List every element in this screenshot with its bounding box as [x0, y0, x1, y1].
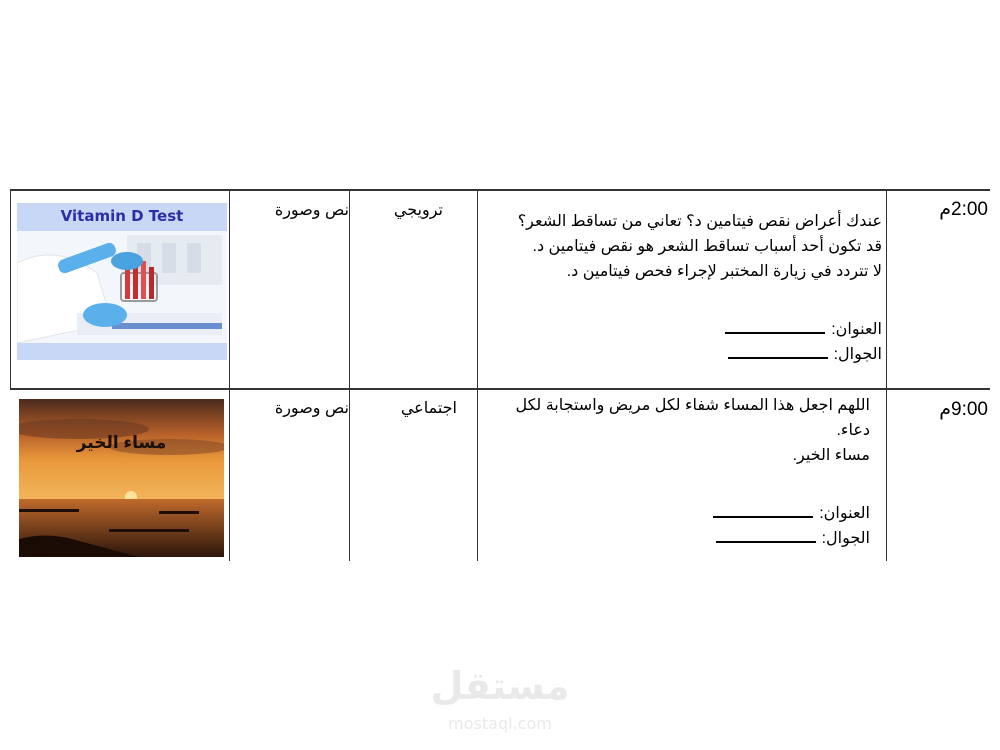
column-divider — [477, 189, 478, 561]
post-line: عندك أعراض نقص فيتامين د؟ تعاني من تساقط الشعر؟ — [517, 213, 882, 230]
watermark-brand: مستقل — [430, 664, 570, 708]
post-time: 9:00م — [939, 399, 988, 420]
address-label: العنوان: — [831, 321, 882, 338]
post-category: اجتماعي — [400, 400, 457, 417]
post-time: 2:00م — [939, 199, 988, 220]
table-top-border — [10, 189, 990, 191]
post-category: ترويجي — [393, 202, 443, 219]
vitamin-d-image — [17, 203, 227, 360]
post-line: قد تكون أحد أسباب تساقط الشعر هو نقص فيتامين د. — [532, 238, 882, 255]
address-field — [518, 317, 882, 342]
column-divider — [349, 189, 350, 561]
post-line: دعاء. — [836, 422, 870, 439]
column-divider — [10, 189, 11, 389]
address-label: العنوان: — [819, 505, 870, 522]
mobile-label: الجوال: — [821, 530, 870, 547]
image-caption: Vitamin D Test — [60, 207, 184, 225]
address-blank — [725, 318, 825, 334]
post-format: نص وصورة — [274, 400, 349, 417]
watermark-domain: mostaql.com — [448, 714, 552, 733]
mobile-blank — [728, 343, 828, 359]
mobile-blank — [716, 527, 816, 543]
mobile-field — [518, 342, 882, 367]
row-divider — [10, 388, 990, 390]
address-field — [515, 501, 870, 526]
post-line: اللهم اجعل هذا المساء شفاء لكل مريض واستجابة لكل — [515, 397, 870, 414]
post-format: نص وصورة — [274, 202, 349, 219]
schedule-table — [10, 189, 990, 561]
post-line: مساء الخير. — [792, 447, 870, 464]
mobile-label: الجوال: — [833, 346, 882, 363]
evening-greeting-image — [19, 399, 224, 557]
post-line: لا تتردد في زيارة المختبر لإجراء فحص فيتامين د. — [566, 263, 882, 280]
mobile-field — [515, 526, 870, 551]
column-divider — [886, 189, 887, 561]
image-caption: مساء الخير — [76, 433, 167, 452]
post-body — [515, 393, 870, 551]
column-divider — [229, 189, 230, 561]
post-body — [518, 209, 882, 367]
address-blank — [713, 502, 813, 518]
